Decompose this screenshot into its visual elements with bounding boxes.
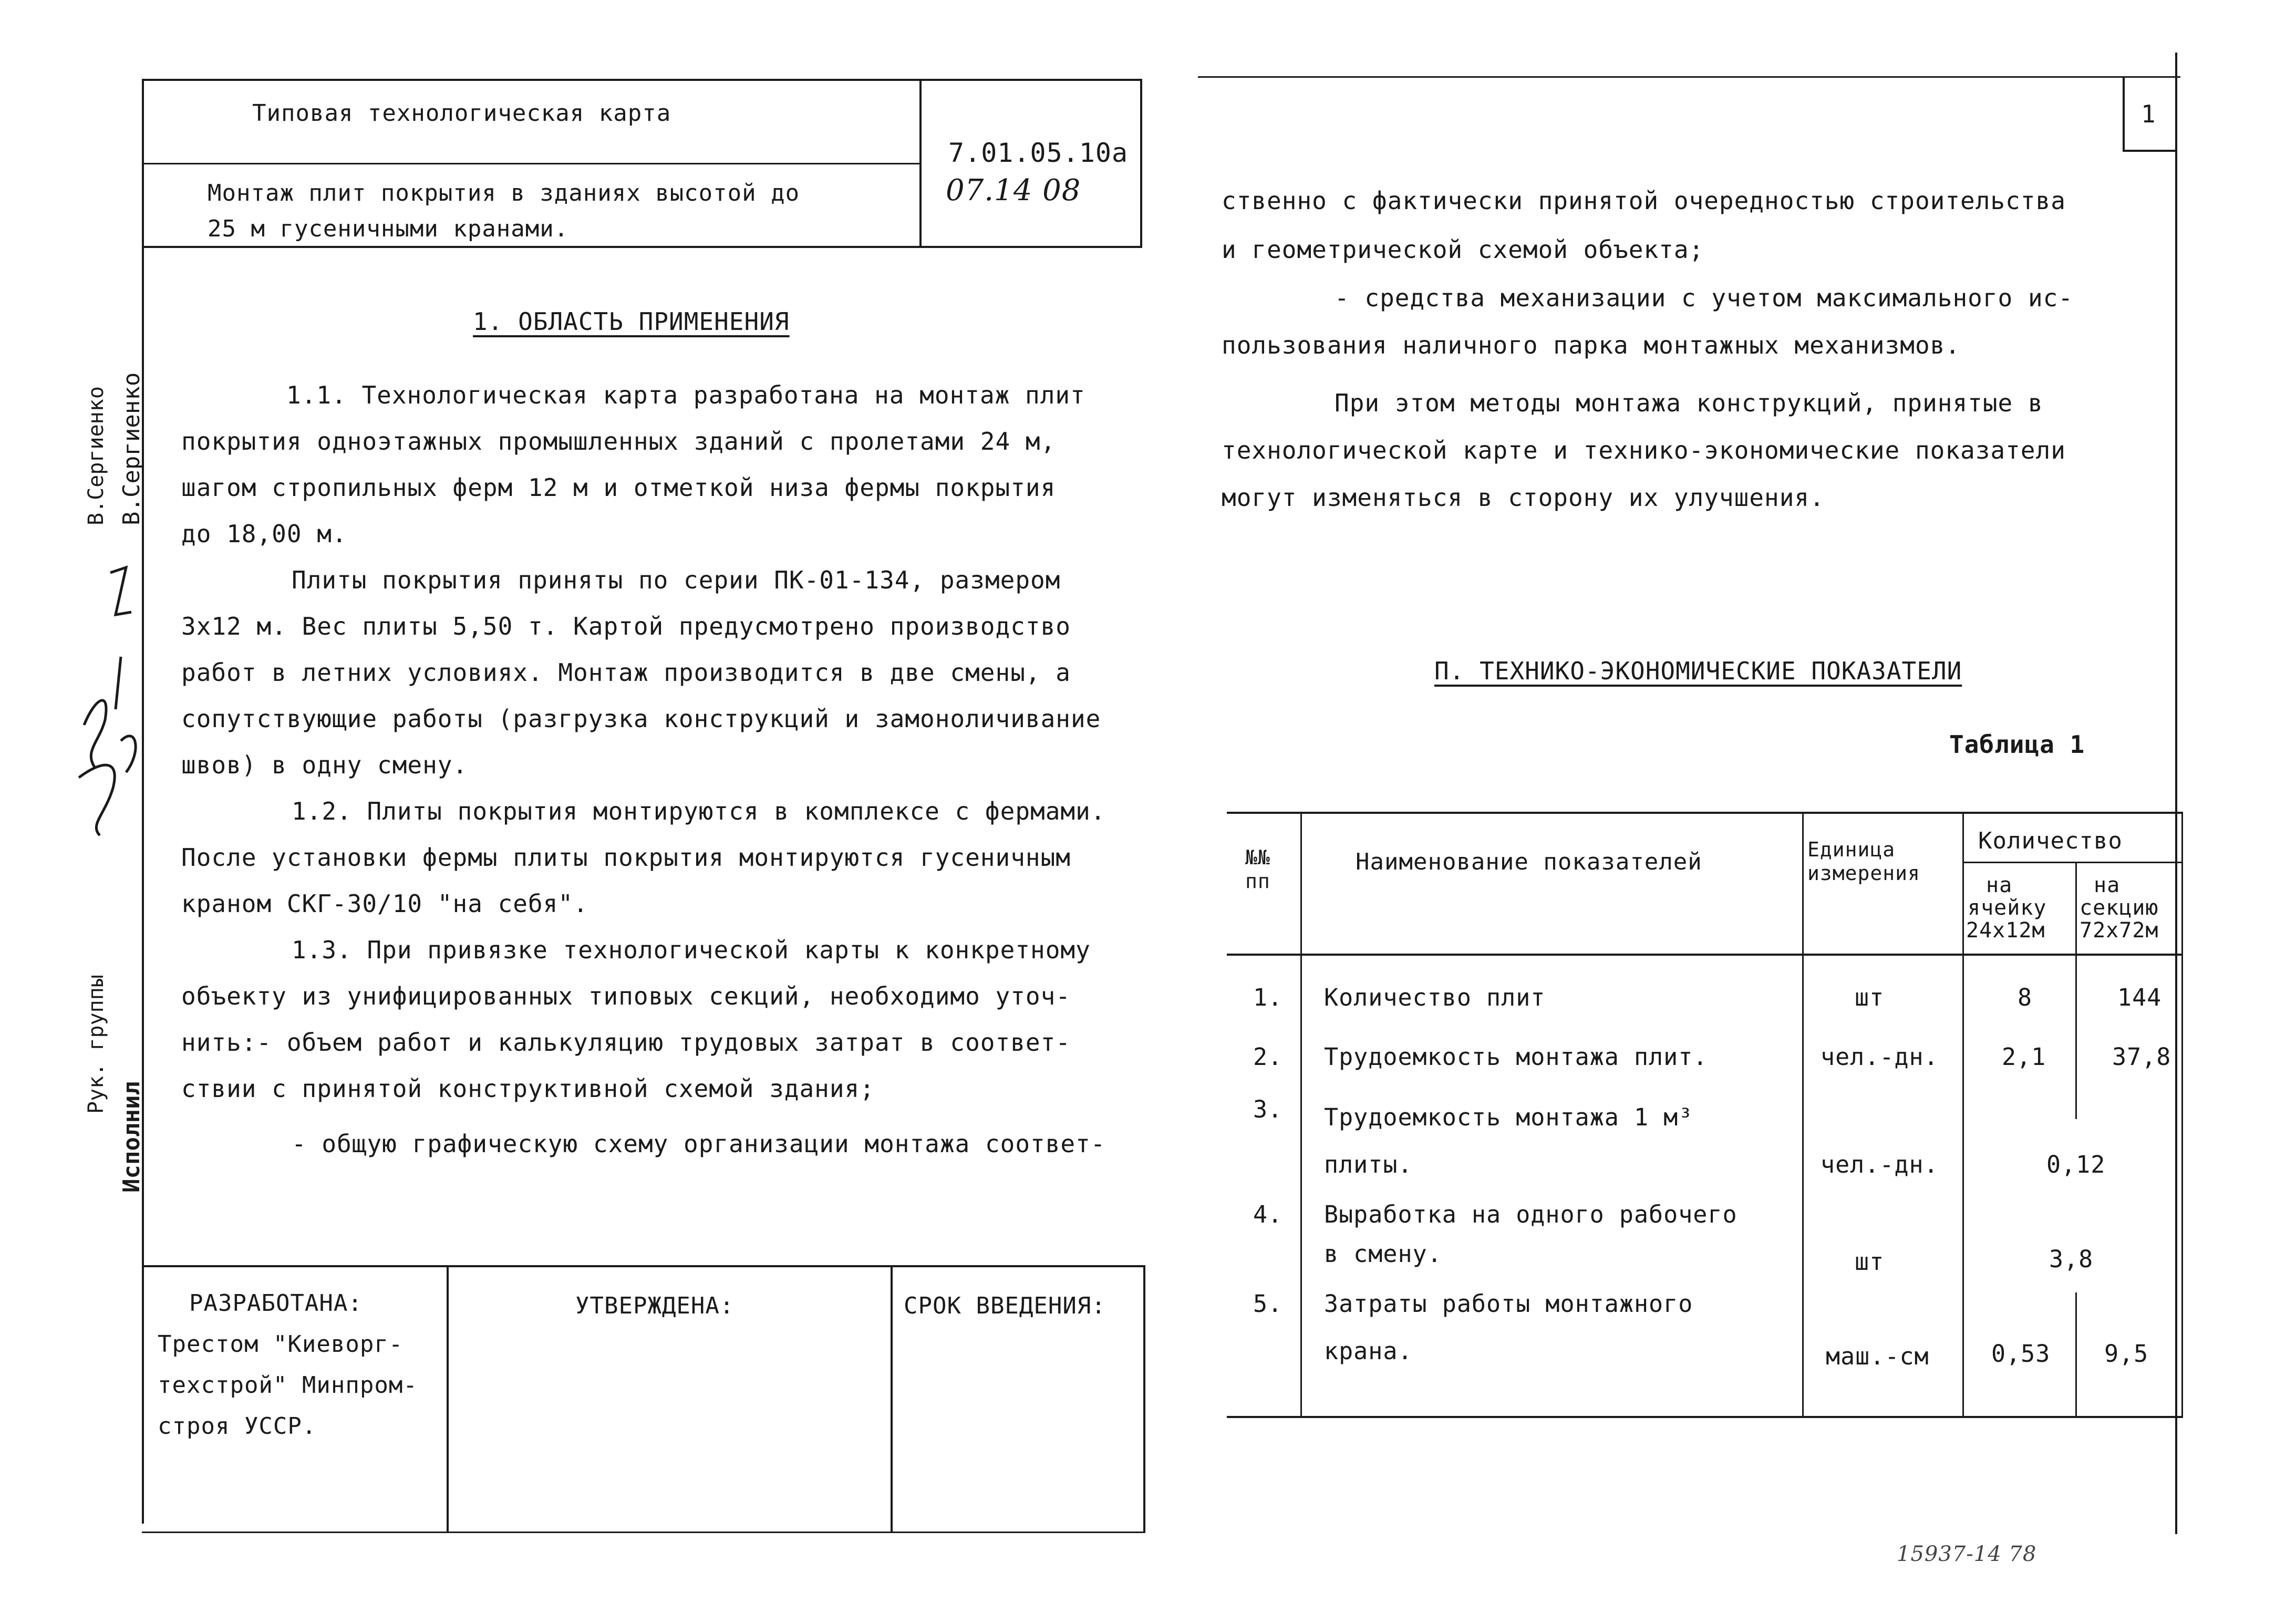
row-name: Количество плит bbox=[1324, 984, 1546, 1011]
s1-line: нить:- объем работ и калькуляцию трудовых затрат в соответ- bbox=[181, 1028, 1071, 1057]
col-line-qty-upper bbox=[2075, 862, 2077, 1119]
header-subtitle-1: Монтаж плит покрытия в зданиях высотой до bbox=[208, 180, 800, 206]
row-section-value: 144 bbox=[2117, 984, 2162, 1011]
row-name: Затраты работы монтажного bbox=[1324, 1290, 1693, 1318]
col-line-right bbox=[2181, 812, 2183, 1417]
intro-date-label: СРОК ВВЕДЕНИЯ: bbox=[904, 1292, 1106, 1319]
table-label: Таблица 1 bbox=[1949, 730, 2085, 759]
col-line-unit bbox=[1962, 812, 1964, 1417]
header-subtitle-2: 25 м гусеничными кранами. bbox=[208, 215, 569, 242]
row-num: 4. bbox=[1253, 1201, 1283, 1228]
row-section-value: 9,5 bbox=[2104, 1340, 2149, 1368]
stamp-executor: Исполнил bbox=[118, 1081, 145, 1193]
row-cell-value: 0,53 bbox=[1991, 1340, 2051, 1368]
row-num: 3. bbox=[1253, 1095, 1283, 1123]
col-line-qty-lower bbox=[2075, 1292, 2077, 1417]
page-number: 1 bbox=[2141, 100, 2156, 128]
right-top-line bbox=[1198, 76, 2180, 78]
header-qty-section-2: секцию bbox=[2080, 896, 2159, 920]
section1-heading: 1. ОБЛАСТЬ ПРИМЕНЕНИЯ bbox=[473, 307, 790, 336]
s1-line: шагом стропильных ферм 12 м и отметкой низа фермы покрытия bbox=[181, 473, 1056, 502]
s1-line: краном СКГ-30/10 "на себя". bbox=[181, 889, 588, 918]
qty-sub-line bbox=[1962, 862, 2183, 863]
header-name: Наименование показателей bbox=[1356, 849, 1702, 875]
approved-label: УТВЕРЖДЕНА: bbox=[575, 1292, 735, 1319]
right-line: и геометрической схемой объекта; bbox=[1222, 235, 1704, 264]
row-num: 5. bbox=[1253, 1290, 1283, 1318]
s1-line: Плиты покрытия приняты по серии ПК-01-134, размером bbox=[292, 566, 1061, 594]
header-unit-2: измерения bbox=[1807, 862, 1920, 885]
signature-image bbox=[63, 552, 147, 846]
row-merged-value: 3,8 bbox=[2049, 1245, 2094, 1273]
s1-line: 3x12 м. Вес плиты 5,50 т. Картой предусмотрено производство bbox=[181, 612, 1071, 640]
header-right-edge bbox=[1140, 79, 1142, 247]
stamp-group: Рук. группы bbox=[84, 975, 108, 1114]
header-qty-section-3: 72х72м bbox=[2080, 918, 2159, 943]
developed-line: строя УССР. bbox=[158, 1413, 317, 1440]
stamp-name-2: В.Сергиенко bbox=[118, 372, 145, 525]
developed-line: Трестом "Киеворг- bbox=[158, 1331, 404, 1358]
s1-line: работ в летних условиях. Монтаж производится в две смены, а bbox=[181, 658, 1071, 687]
s1-line: швов) в одну смену. bbox=[181, 751, 468, 779]
row-name: Выработка на одного рабочего bbox=[1324, 1201, 1737, 1228]
footer-divider-1 bbox=[447, 1265, 449, 1533]
right-line: ственно с фактически принятой очередностью строительства bbox=[1222, 187, 2066, 215]
right-line: технологической карте и технико-экономические показатели bbox=[1222, 436, 2066, 464]
developed-label: РАЗРАБОТАНА: bbox=[189, 1290, 363, 1317]
developed-line: техстрой" Минпром- bbox=[158, 1372, 418, 1399]
row-unit: маш.-см bbox=[1826, 1342, 1929, 1370]
row-num: 2. bbox=[1253, 1043, 1283, 1071]
stamp-name-1: В.Сергиенко bbox=[84, 386, 108, 525]
header-divider bbox=[919, 79, 922, 247]
header-title: Типовая технологическая карта bbox=[252, 100, 671, 127]
right-line: При этом методы монтажа конструкций, принятые в bbox=[1335, 389, 2043, 417]
row-cell-value: 8 bbox=[2018, 984, 2033, 1011]
row-num: 1. bbox=[1253, 984, 1283, 1011]
row-cell-value: 2,1 bbox=[2002, 1043, 2046, 1071]
row-merged-value: 0,12 bbox=[2046, 1151, 2106, 1178]
footer-divider-2 bbox=[891, 1265, 893, 1533]
col-line-name bbox=[1802, 812, 1804, 1417]
row-section-value: 37,8 bbox=[2112, 1043, 2171, 1071]
footer-top-line bbox=[142, 1265, 1145, 1267]
row-name: крана. bbox=[1324, 1337, 1413, 1365]
document-code: 7.01.05.10a bbox=[948, 138, 1129, 168]
row-name: Трудоемкость монтажа 1 м³ bbox=[1324, 1103, 1693, 1131]
header-num-1: №№ bbox=[1245, 846, 1270, 869]
archive-mark: 15937-14 78 bbox=[1897, 1542, 2037, 1566]
header-qty: Количество bbox=[1978, 827, 2123, 854]
header-qty-cell-1: на bbox=[1986, 873, 2013, 897]
row-unit: шт bbox=[1855, 1248, 1885, 1276]
table-top-line bbox=[1227, 812, 2183, 814]
header-qty-cell-3: 24х12м bbox=[1966, 918, 2045, 943]
right-edge-line bbox=[2175, 53, 2177, 1534]
s1-line: покрытия одноэтажных промышленных зданий с пролетами 24 м, bbox=[181, 427, 1056, 456]
row-name: в смену. bbox=[1324, 1240, 1442, 1268]
header-mid-line bbox=[142, 163, 919, 164]
s1-line: 1.2. Плиты покрытия монтируются в комплексе с фермами. bbox=[292, 797, 1106, 825]
row-name: Трудоемкость монтажа плит. bbox=[1324, 1043, 1708, 1071]
col-line-num bbox=[1300, 812, 1302, 1417]
right-line: пользования наличного парка монтажных механизмов. bbox=[1222, 331, 1961, 359]
header-bottom-line bbox=[142, 246, 1142, 248]
row-name: плиты. bbox=[1324, 1151, 1413, 1178]
s1-line: объекту из унифицированных типовых секций, необходимо уточ- bbox=[181, 982, 1071, 1010]
right-line: - средства механизации с учетом максимального ис- bbox=[1335, 284, 2074, 312]
footer-right-edge bbox=[1143, 1265, 1145, 1533]
s1-line: сопутствующие работы (разгрузка конструкций и замоноличивание bbox=[181, 705, 1101, 733]
frame-top bbox=[142, 79, 1140, 81]
handwritten-code: 07.14 08 bbox=[946, 173, 1081, 208]
s1-line: до 18,00 м. bbox=[181, 520, 347, 548]
footer-bottom-line bbox=[142, 1532, 1145, 1533]
row-unit: чел.-дн. bbox=[1821, 1043, 1939, 1071]
header-num-2: пп bbox=[1245, 870, 1270, 893]
header-qty-cell-2: ячейку bbox=[1968, 896, 2047, 920]
s1-line: 1.3. При привязке технологической карты к конкретному bbox=[292, 936, 1091, 964]
section2-heading: П. ТЕХНИКО-ЭКОНОМИЧЕСКИЕ ПОКАЗАТЕЛИ bbox=[1434, 657, 1962, 685]
right-line: могут изменяться в сторону их улучшения. bbox=[1222, 483, 1825, 512]
row-unit: чел.-дн. bbox=[1821, 1151, 1939, 1178]
table-bottom-line bbox=[1227, 1416, 2183, 1418]
table-header-line bbox=[1227, 954, 2183, 956]
s1-line: ствии с принятой конструктивной схемой здания; bbox=[181, 1074, 875, 1103]
s1-line: После установки фермы плиты покрытия монтируются гусеничным bbox=[181, 843, 1071, 872]
header-qty-section-1: на bbox=[2094, 873, 2121, 897]
header-unit-1: Единица bbox=[1807, 838, 1896, 861]
s1-line: 1.1. Технологическая карта разработана на монтаж плит bbox=[286, 381, 1085, 409]
row-unit: шт bbox=[1855, 984, 1885, 1011]
s1-line: - общую графическую схему организации монтажа соответ- bbox=[292, 1130, 1106, 1158]
